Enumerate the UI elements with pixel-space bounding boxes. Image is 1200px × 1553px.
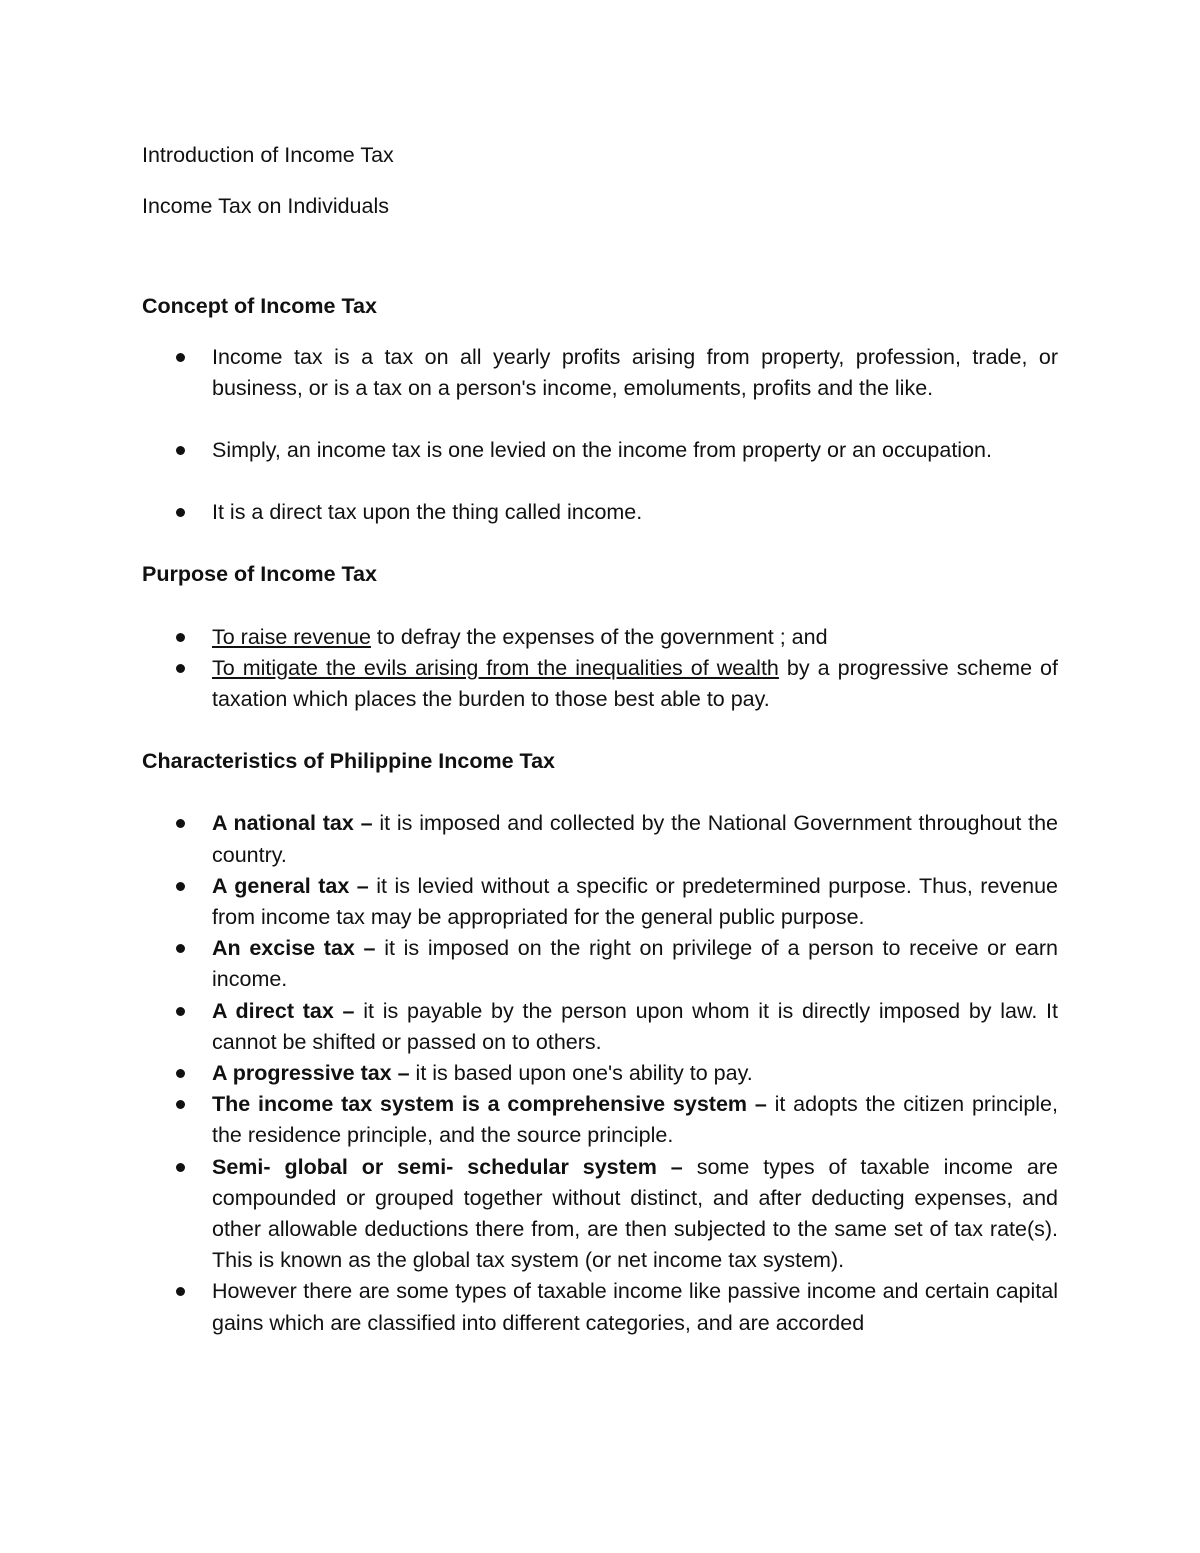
list-item-text: to defray the expenses of the government ; and [370,624,828,649]
list-item [142,1276,1058,1338]
characteristic-desc: it is payable by the person upon whom it is directly imposed by law. It cannot be shifted or passed on to others. [212,998,1058,1054]
characteristic-desc: it is based upon one's ability to pay. [409,1061,753,1086]
characteristic-desc: it is imposed on the right on privilege of a person to receive or earn income. [212,936,1058,992]
list-item [142,933,1058,995]
bullet-icon [176,1287,185,1296]
section-heading-characteristics: Characteristics of Philippine Income Tax [142,749,555,774]
characteristic-desc: it adopts the citizen principle, the residence principle, and the source principle. [212,1092,1058,1148]
characteristic-term: A national tax – [212,811,373,836]
bullet-icon [176,446,185,455]
purpose-list [142,622,1058,716]
characteristic-desc: it is levied without a specific or predetermined purpose. Thus, revenue from income tax may be appropriated for the general public purpose. [212,873,1058,930]
list-item [142,435,1058,466]
bullet-icon [176,819,185,828]
bullet-icon [176,633,185,642]
list-item-text: Simply, an income tax is one levied on the income from property or an occupation. [212,438,992,463]
bullet-icon [176,508,185,517]
document-title: Introduction of Income Tax [142,143,394,167]
bullet-icon [176,882,185,891]
bullet-icon [176,353,185,362]
characteristic-desc: some types of taxable income are compounded or grouped together without distinct, and after deducting expenses, and other allowable deductions there from, are then subjected to the same set of tax rate(s). This is known as the global tax system (or net income tax system). [212,1154,1058,1273]
list-item-text: by a progressive scheme of taxation which places the burden to those best able to pay. [212,655,1058,712]
list-item [142,871,1058,933]
bullet-icon [176,664,185,673]
bullet-icon [176,1163,185,1172]
bullet-icon [176,1007,185,1016]
concept-list [142,342,1058,529]
document-page [142,140,1058,1338]
characteristic-term: The income tax system is a comprehensive system – [212,1092,767,1117]
characteristics-list [142,808,1058,1338]
characteristic-term: A progressive tax – [212,1061,410,1086]
characteristic-term: An excise tax – [212,936,376,961]
list-item [142,808,1058,870]
purpose-emphasis: To raise revenue [212,624,371,649]
list-item-text: It is a direct tax upon the thing called income. [212,500,643,525]
characteristic-desc: it is imposed and collected by the National Government throughout the country. [212,811,1059,867]
list-item [142,497,1058,528]
characteristic-term: A direct tax – [212,998,355,1023]
characteristic-desc: However there are some types of taxable income like passive income and certain capital gains which are classified into different categories, and are accorded [212,1279,1058,1335]
list-item [142,1089,1058,1151]
list-item [142,1058,1058,1089]
section-heading-purpose: Purpose of Income Tax [142,562,377,587]
bullet-icon [176,1100,185,1109]
list-item [142,653,1058,715]
bullet-icon [176,944,185,953]
document-subtitle: Income Tax on Individuals [142,194,389,219]
list-item-text: Income tax is a tax on all yearly profits arising from property, profession, trade, or business, or is a tax on a person's income, emoluments, profits and the like. [212,344,1058,400]
list-item [142,1152,1058,1277]
list-item [142,622,1058,653]
list-item [142,342,1058,404]
purpose-emphasis: To mitigate the evils arising from the inequalities of wealth [212,655,779,680]
characteristic-term: A general tax – [212,873,369,898]
list-item [142,996,1058,1058]
section-heading-concept: Concept of Income Tax [142,294,377,319]
bullet-icon [176,1069,185,1078]
characteristic-term: Semi- global or semi- schedular system – [212,1154,683,1179]
